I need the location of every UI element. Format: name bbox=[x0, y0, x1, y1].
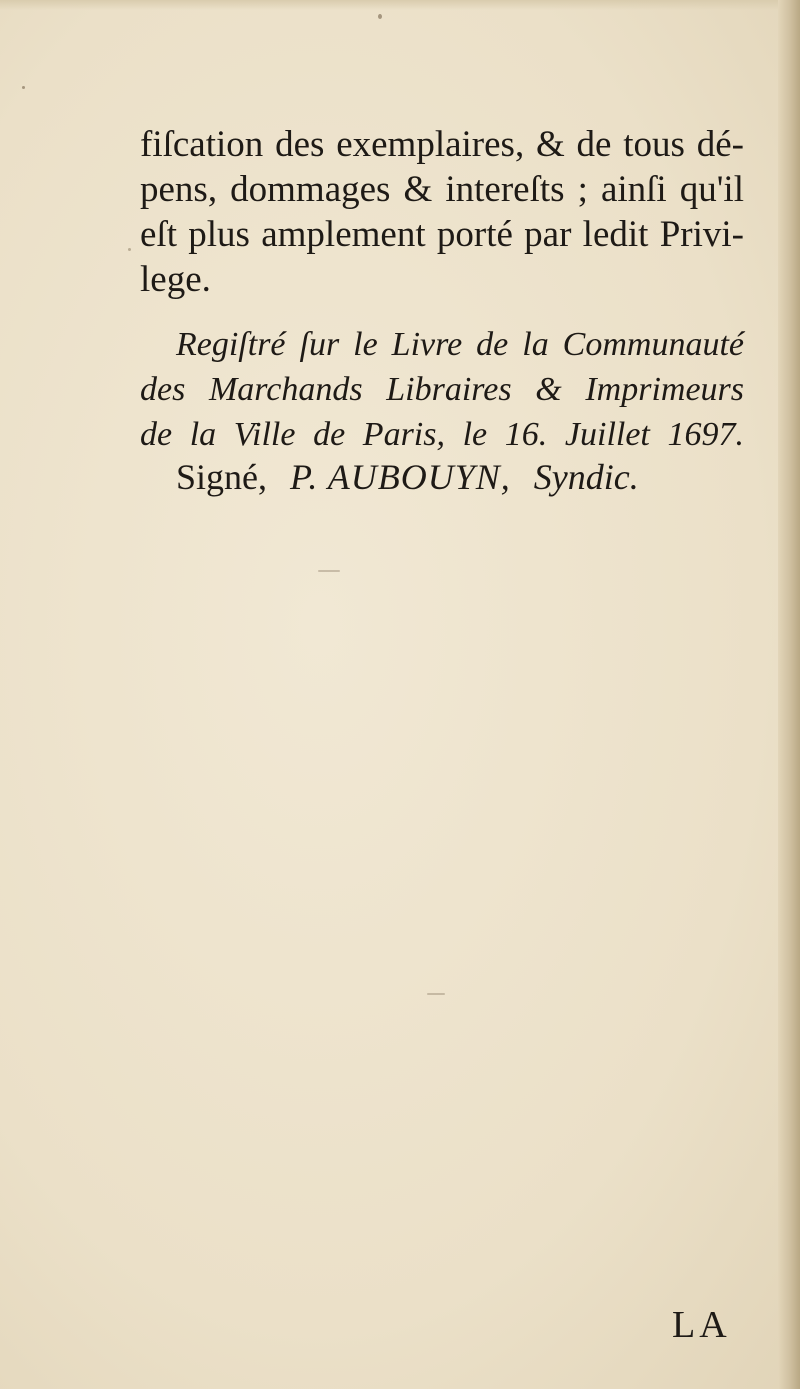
paper-speck bbox=[318, 570, 340, 572]
page-top-edge bbox=[0, 0, 800, 10]
paper-speck bbox=[128, 248, 131, 251]
signatory-title: Syndic. bbox=[533, 457, 639, 497]
registration-line: des Marchands Libraires & Imprimeurs bbox=[140, 371, 744, 408]
paper-speck bbox=[378, 14, 382, 19]
privilege-text bbox=[140, 122, 744, 302]
page-gutter-shadow bbox=[778, 0, 800, 1389]
paper-speck bbox=[22, 86, 25, 89]
text-line: eſt plus amplement porté par ledit Privi- bbox=[140, 214, 744, 255]
signature-label: Signé, bbox=[176, 457, 268, 497]
catchword: LA bbox=[672, 1304, 731, 1346]
text-line: pens, dommages & intereſts ; ainſi qu'il bbox=[140, 169, 744, 210]
registration-notice bbox=[140, 322, 744, 457]
registration-line: Regiſtré ſur le Livre de la Communauté bbox=[176, 326, 744, 363]
text-line: fiſcation des exemplaires, & de tous dé- bbox=[140, 124, 744, 165]
registration-line: de la Ville de Paris, le 16. Juillet 1697. bbox=[140, 416, 744, 453]
paper-speck bbox=[427, 993, 445, 995]
signatory-name: P. AUBOUYN, bbox=[290, 457, 511, 497]
signature bbox=[176, 455, 744, 500]
text-line: lege. bbox=[140, 259, 211, 300]
